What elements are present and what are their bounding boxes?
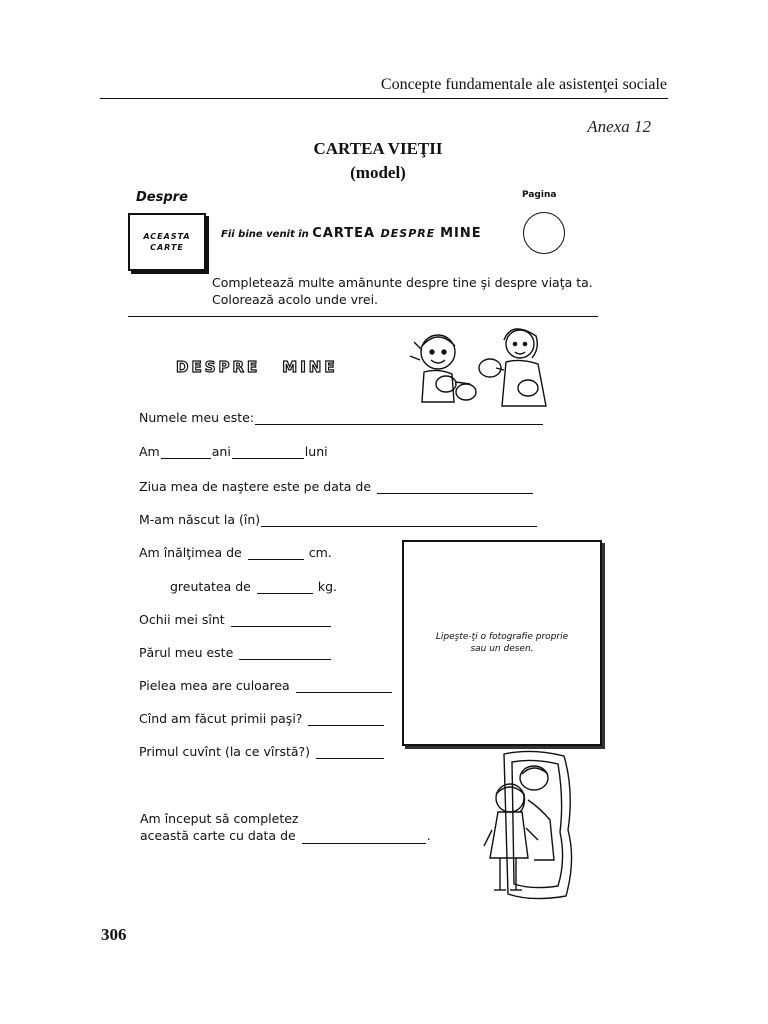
weight-unit: kg. [317,579,337,594]
birthday-field [139,479,534,494]
book-box-line-1: ACEASTA [143,232,191,241]
header-rule [100,98,668,99]
age-years-blank[interactable] [161,446,211,459]
age-label-ani: ani [211,444,231,459]
photo-placeholder[interactable] [402,540,602,746]
hair-field [139,645,332,660]
height-blank[interactable] [248,547,304,560]
title-line-1: CARTEA VIEŢII [313,139,443,158]
birthplace-blank[interactable] [261,514,537,527]
first-steps-blank[interactable] [308,713,384,726]
eyes-field [139,612,332,627]
running-header: Concepte fundamentale ale asistenţei sociale [380,76,667,93]
height-unit: cm. [308,545,332,560]
weight-blank[interactable] [257,581,313,594]
welcome-mine: MINE [440,226,482,241]
welcome-despre: DESPRE [380,227,441,240]
welcome-prefix: Fii bine venit în [221,229,313,240]
page-number-circle [523,212,565,254]
photo-instructions [427,631,577,655]
section-divider [128,316,598,317]
hair-label: Părul meu este [139,645,234,660]
section-title-word-1: DESPRE [176,358,261,376]
welcome-book: CARTEA [312,226,381,241]
section-title-word-2: MINE [282,358,338,376]
first-word-blank[interactable] [316,746,384,759]
start-date-period: . [426,828,431,843]
first-word-field [139,744,385,759]
start-date-line-2 [140,827,431,844]
welcome-text [221,226,482,241]
height-field [139,545,332,560]
instructions-line-1: Completează multe amănunte despre tine şi despre viaţa ta. [212,275,593,290]
name-field [139,410,544,425]
photo-instructions-line-1: Lipeşte-ţi o fotografie proprie [435,632,569,642]
eyes-blank[interactable] [231,614,331,627]
page-label: Pagina [522,190,557,200]
birthplace-label: M-am născut la (în) [139,512,261,527]
weight-field [170,579,337,594]
instructions [212,274,593,308]
name-blank[interactable] [255,412,543,425]
book-box-line-2: CARTE [150,243,184,252]
mirror-illustration [482,750,580,906]
birthplace-field [139,512,538,527]
annex-label: Anexa 12 [587,117,651,136]
birthday-label: Ziua mea de naştere este pe data de [139,479,372,494]
title-line-2: (model) [350,163,406,182]
section-title [176,358,338,376]
skin-label: Pielea mea are culoarea [139,678,290,693]
eyes-label: Ochii mei sînt [139,612,225,627]
age-label-luni: luni [304,444,328,459]
name-label: Numele meu este: [139,410,255,425]
page-title [0,137,756,185]
birthday-blank[interactable] [377,481,533,494]
age-field [139,444,328,459]
skin-blank[interactable] [296,680,392,693]
children-illustration [400,322,556,412]
age-label-am: Am [139,444,160,459]
age-months-blank[interactable] [232,446,304,459]
this-book-box [128,213,206,271]
skin-field [139,678,393,693]
page-number: 306 [101,925,127,944]
photo-instructions-line-2: sau un desen. [470,644,534,654]
first-steps-label: Cînd am făcut primii paşi? [139,711,303,726]
about-label: Despre [136,190,188,205]
start-date-line-1: Am început să completez [140,811,299,826]
height-label: Am înălţimea de [139,545,242,560]
start-date-label: această carte cu data de [140,828,296,843]
hair-blank[interactable] [239,647,331,660]
start-date-blank[interactable] [302,831,426,844]
instructions-line-2: Colorează acolo unde vrei. [212,292,379,307]
start-date-text [140,810,431,844]
first-steps-field [139,711,385,726]
first-word-label: Primul cuvînt (la ce vîrstă?) [139,744,311,759]
weight-label: greutatea de [170,579,251,594]
